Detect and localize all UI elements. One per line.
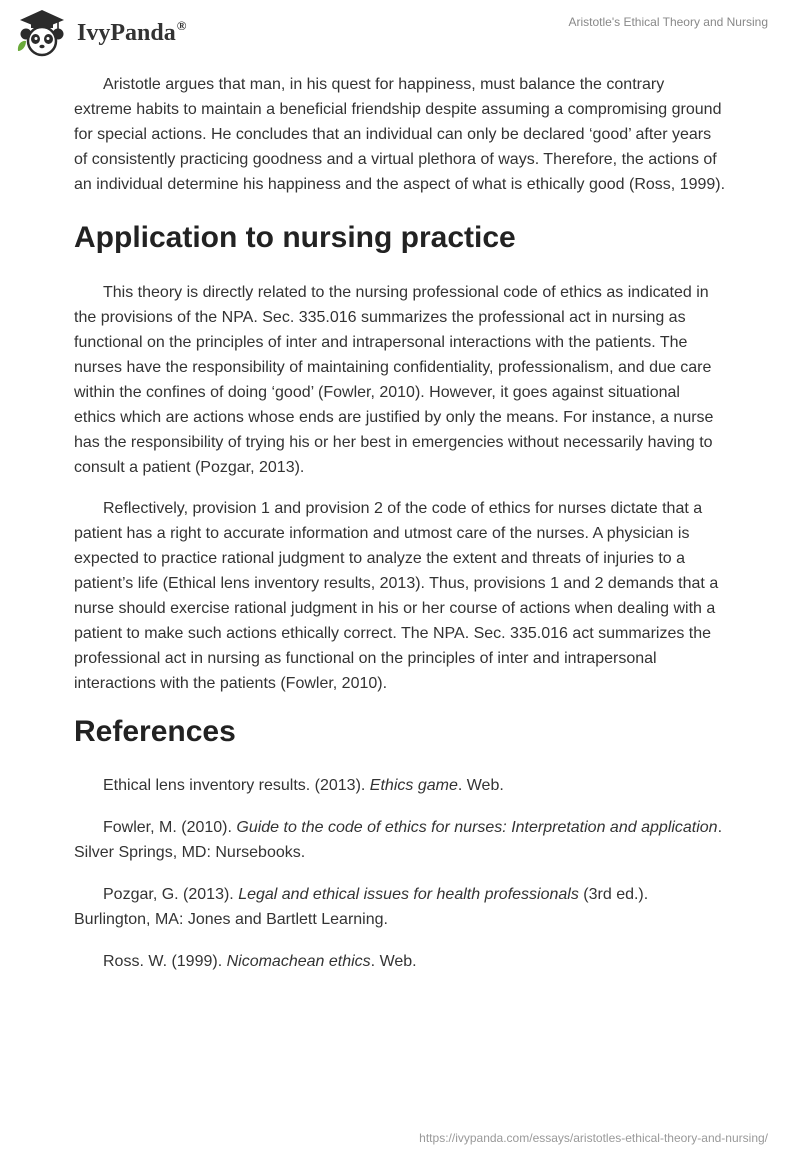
- document-title: Aristotle's Ethical Theory and Nursing: [568, 15, 768, 29]
- intro-paragraph: Aristotle argues that man, in his quest for happiness, must balance the contrary extreme habits to maintain a beneficial friendship despite assuming a compromising ground for special actions. He concludes that an individual can only be declared ‘good’ after years of consistently practicing goodness and a virtual plethora of ways. Therefore, the actions of an individual determine his happiness and the aspect of what is ethically good (Ross, 1999).: [74, 76, 726, 193]
- reference-title: Ethics game: [369, 777, 458, 794]
- page-header: [0, 0, 800, 64]
- reference-item: [74, 773, 726, 798]
- reference-details: . Web.: [370, 953, 417, 970]
- brand-name[interactable]: [77, 20, 186, 47]
- reference-author: Fowler, M. (2010).: [103, 819, 237, 836]
- reference-details: (3rd ed.). Burlington, MA: Jones and Bartlett Learning.: [74, 886, 649, 928]
- panda-logo-icon[interactable]: [14, 7, 74, 57]
- reference-item: [74, 882, 726, 932]
- reference-item: [74, 949, 726, 974]
- reference-author: Pozgar, G. (2013).: [103, 886, 239, 903]
- application-paragraph-2: Reflectively, provision 1 and provision 2 of the code of ethics for nurses dictate that a patient has a right to accurate information and utmost care of the nurses. A physician is expected to practice rational judgment to analyze the extent and threats of injuries to a patient’s life (Ethical lens inventory results, 2013). Thus, provisions 1 and 2 demands that a nurse should exercise rational judgment in his or her course of actions when dealing with a patient to make such actions ethically correct. The NPA. Sec. 335.016 act summarizes the professional act in nursing as functional on the principles of inter and intrapersonal interactions with the patients (Fowler, 2010).: [74, 500, 719, 692]
- registered-mark: ®: [176, 18, 187, 33]
- reference-author: Ross. W. (1999).: [103, 953, 227, 970]
- reference-item: [74, 815, 726, 865]
- reference-title: Nicomachean ethics: [226, 953, 371, 970]
- source-url-link[interactable]: https://ivypanda.com/essays/aristotles-ethical-theory-and-nursing/: [419, 1131, 768, 1145]
- section-heading-references: References: [74, 715, 236, 748]
- reference-details: . Web.: [457, 777, 504, 794]
- reference-title: Legal and ethical issues for health professionals: [238, 886, 579, 903]
- reference-title: Guide to the code of ethics for nurses: Interpretation and application: [236, 819, 718, 836]
- application-paragraph-1: This theory is directly related to the nursing professional code of ethics as indicated in the provisions of the NPA. Sec. 335.016 summarizes the professional act in nursing as functional on the principles of inter and intrapersonal interactions with the patients. The nurses have the responsibility of maintaining confidentiality, professionalism, and due care within the confines of doing ‘good’ (Fowler, 2010). However, it goes against situational ethics which are actions whose ends are justified by only the means. For instance, a nurse has the responsibility of trying his or her best in emergencies without necessarily having to consult a patient (Pozgar, 2013).: [74, 284, 714, 476]
- section-heading-application: Application to nursing practice: [74, 221, 516, 254]
- essay-content: [74, 72, 726, 991]
- brand-text: IvyPanda: [77, 20, 176, 46]
- reference-author: Ethical lens inventory results. (2013).: [103, 777, 370, 794]
- reference-details: . Silver Springs, MD: Nursebooks.: [74, 819, 723, 861]
